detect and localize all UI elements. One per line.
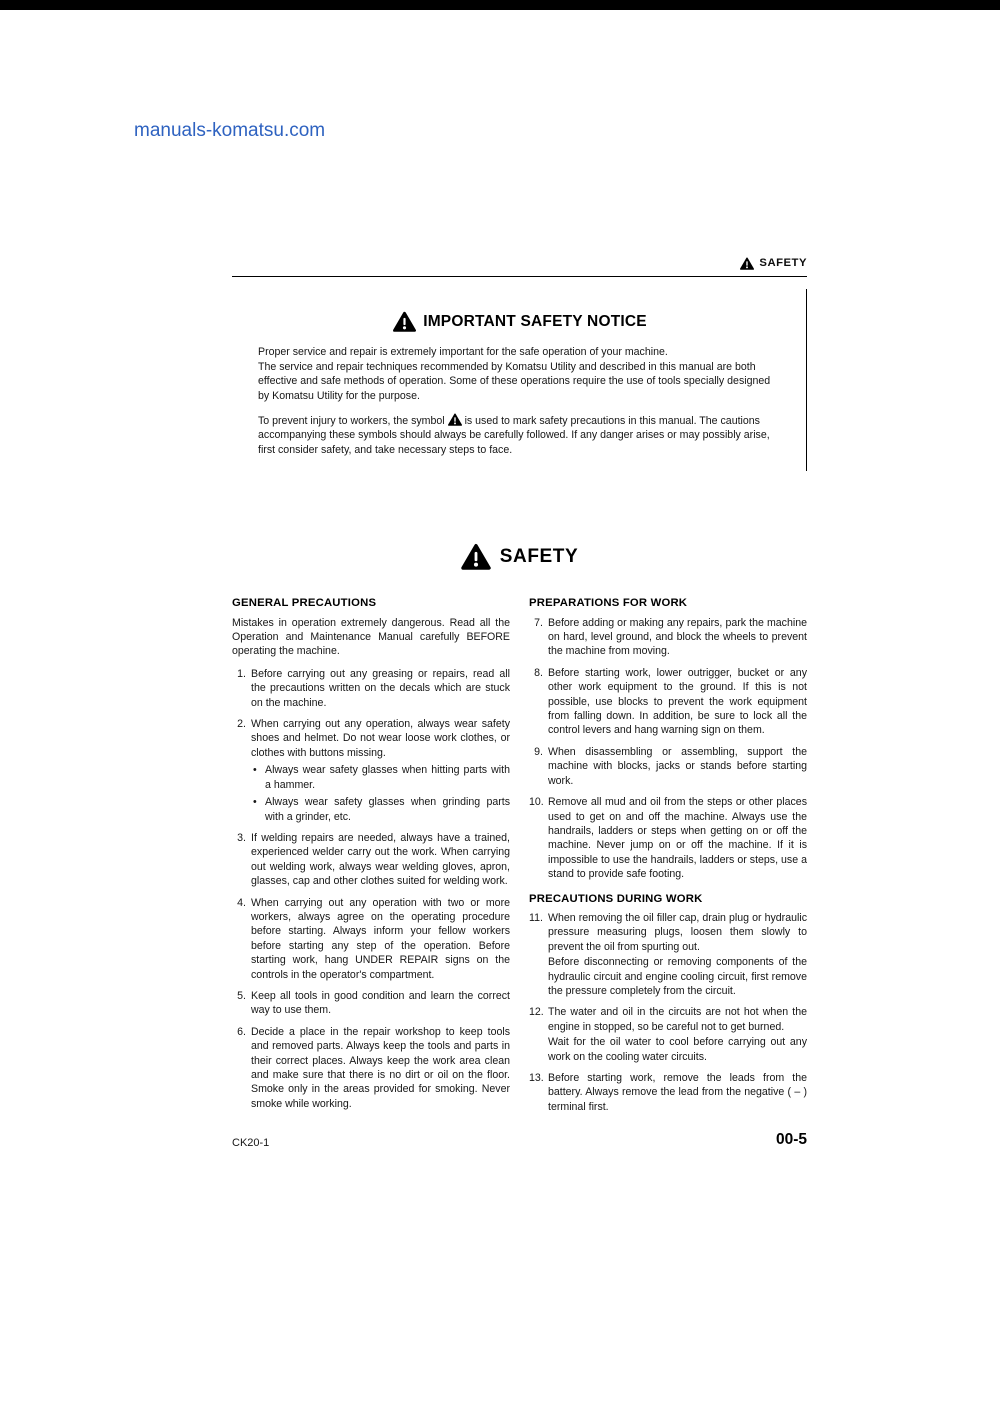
bullet-item	[251, 763, 510, 792]
general-precautions-heading: GENERAL PRECAUTIONS	[232, 597, 377, 610]
important-safety-notice-section	[232, 289, 807, 471]
list-item	[529, 1071, 807, 1114]
item-number: 8.	[534, 666, 543, 679]
notice-paragraph: Proper service and repair is extremely important for the safe operation of your machine.	[258, 346, 668, 359]
item-text: Before adding or making any repairs, park the machine on hard, level ground, and block the wheels to prevent the machine from moving.	[548, 616, 807, 658]
item-text-body: Before disconnecting or removing components of the hydraulic circuit and engine cooling circuit, first remove the pressure completely from the circuit.	[548, 956, 807, 997]
safety-section-heading	[232, 543, 807, 570]
left-column	[232, 596, 510, 1121]
watermark-link[interactable]: manuals-komatsu.com	[134, 120, 326, 141]
list-item	[529, 1005, 807, 1064]
two-column-layout	[232, 596, 807, 1121]
item-number: 12.	[529, 1006, 544, 1019]
item-number: 3.	[237, 831, 246, 844]
notice-body	[258, 345, 782, 457]
list-item	[232, 989, 510, 1018]
page-header	[232, 256, 807, 277]
item-number: 1.	[237, 667, 246, 680]
item-text: Before starting work, lower outrigger, bucket or any other work equipment to the ground. If this is not possible, use blocks to prevent the work equipment from falling down. In addition, be sure to lock all the control levers and hang warning sign on them.	[548, 666, 807, 737]
list-item	[529, 616, 807, 659]
item-number: 6.	[237, 1025, 246, 1038]
item-number: 7.	[534, 616, 543, 629]
list-item	[232, 667, 510, 710]
notice-paragraph	[258, 413, 782, 457]
bullet-text: • Always wear safety glasses when hitting parts with a hammer.	[265, 764, 510, 791]
item-text: When disassembling or assembling, support the machine with blocks, jacks or stands before starting work.	[548, 745, 807, 787]
notice-title: IMPORTANT SAFETY NOTICE	[423, 313, 647, 331]
warning-triangle-icon	[393, 311, 416, 332]
list-item	[529, 745, 807, 788]
list-item	[232, 717, 510, 824]
list-item	[232, 831, 510, 889]
list-item	[529, 666, 807, 738]
warning-triangle-icon	[448, 413, 462, 426]
item-text	[548, 1005, 807, 1064]
manual-page	[232, 256, 807, 1121]
item-text: If welding repairs are needed, always have a trained, experienced welder carry out the work. When carrying out welding work, always wear welding gloves, apron, glasses, cap and other clothes suited for welding work.	[251, 831, 510, 888]
footer-model-code: CK20-1	[232, 1137, 270, 1149]
notice-paragraph: The service and repair techniques recommended by Komatsu Utility and described in this manual are both effective and safe methods of operation. Some of these operations require the use of tools specially designed by Komatsu Utility for the purpose.	[258, 360, 771, 402]
item-text: When carrying out any operation with two or more workers, always agree on the operating procedure before starting. Always inform your fellow workers before starting any step of the operation. Before starting work, hang UNDER REPAIR signs on the controls in the operator's compartment.	[251, 896, 510, 981]
list-item	[529, 795, 807, 881]
item-text-body: The water and oil in the circuits are not hot when the engine in stopped, so be careful not to get burned.	[548, 1006, 807, 1033]
item-number: 4.	[237, 896, 246, 909]
right-column	[529, 596, 807, 1121]
item-text: Remove all mud and oil from the steps or other places used to get on and off the machine. Always use the handrails, ladders or steps when getting on or off the machine. Never jump on or off the machine. If it is impossible to use the handrails, ladders or steps, use a stand to provide safe footing.	[548, 796, 807, 881]
item-number: 5.	[237, 989, 246, 1002]
precautions-during-work-heading: PRECAUTIONS DURING WORK	[529, 892, 703, 905]
item-text	[548, 911, 807, 998]
top-black-bar	[0, 0, 1000, 10]
warning-triangle-icon	[461, 543, 491, 570]
item-text	[251, 717, 510, 824]
bullet-item	[251, 795, 510, 824]
item-number: 11.	[529, 911, 543, 924]
item-text: Keep all tools in good condition and learn the correct way to use them.	[251, 989, 510, 1017]
list-item	[529, 911, 807, 998]
notice-text-after-symbol: is used to mark safety precautions in this manual. The cautions accompanying these symbols should always be carefully followed. If any danger arises or may possibly arise, first consider safety, and take necessary steps to face.	[258, 415, 770, 456]
header-section-label: SAFETY	[759, 257, 807, 269]
item-text-body: When removing the oil filler cap, drain plug or hydraulic pressure measuring plugs, loosen them slowly to prevent the oil from spurting out.	[548, 911, 807, 953]
item-text-body: Wait for the oil water to cool before carrying out any work on the cooling water circuits.	[548, 1036, 807, 1063]
safety-title: SAFETY	[499, 545, 579, 567]
item-number: 13.	[529, 1071, 544, 1084]
item-text: Decide a place in the repair workshop to keep tools and removed parts. Always keep the tools and parts in their correct places. Always keep the work area clean and make sure that there is no dirt or oil on the floor. Smoke only in the areas provided for smoking. Never smoke while working.	[251, 1025, 510, 1110]
notice-text-before-symbol: To prevent injury to workers, the symbol	[258, 415, 445, 428]
list-item	[232, 1025, 510, 1111]
footer-page-number: 00-5	[775, 1131, 807, 1148]
item-text: Before starting work, remove the leads from the battery. Always remove the lead from the negative ( – ) terminal first.	[548, 1071, 807, 1113]
list-item	[232, 896, 510, 982]
item-number: 10.	[529, 796, 544, 809]
warning-triangle-icon	[740, 257, 754, 270]
notice-title-row	[258, 311, 782, 332]
item-number: 9.	[534, 745, 543, 758]
item-number: 2.	[237, 718, 246, 731]
item-text: Before carrying out any greasing or repairs, read all the precautions written on the decals which are stuck on the machine.	[251, 667, 510, 709]
bullet-text: • Always wear safety glasses when grinding parts with a grinder, etc.	[265, 796, 510, 823]
item-text-body: When carrying out any operation, always wear safety shoes and helmet. Do not wear loose work clothes, or clothes with buttons missing.	[251, 718, 510, 759]
general-precautions-intro: Mistakes in operation extremely dangerous. Read all the Operation and Maintenance Manual carefully BEFORE operating the machine.	[232, 616, 510, 658]
preparations-for-work-heading: PREPARATIONS FOR WORK	[529, 597, 688, 610]
